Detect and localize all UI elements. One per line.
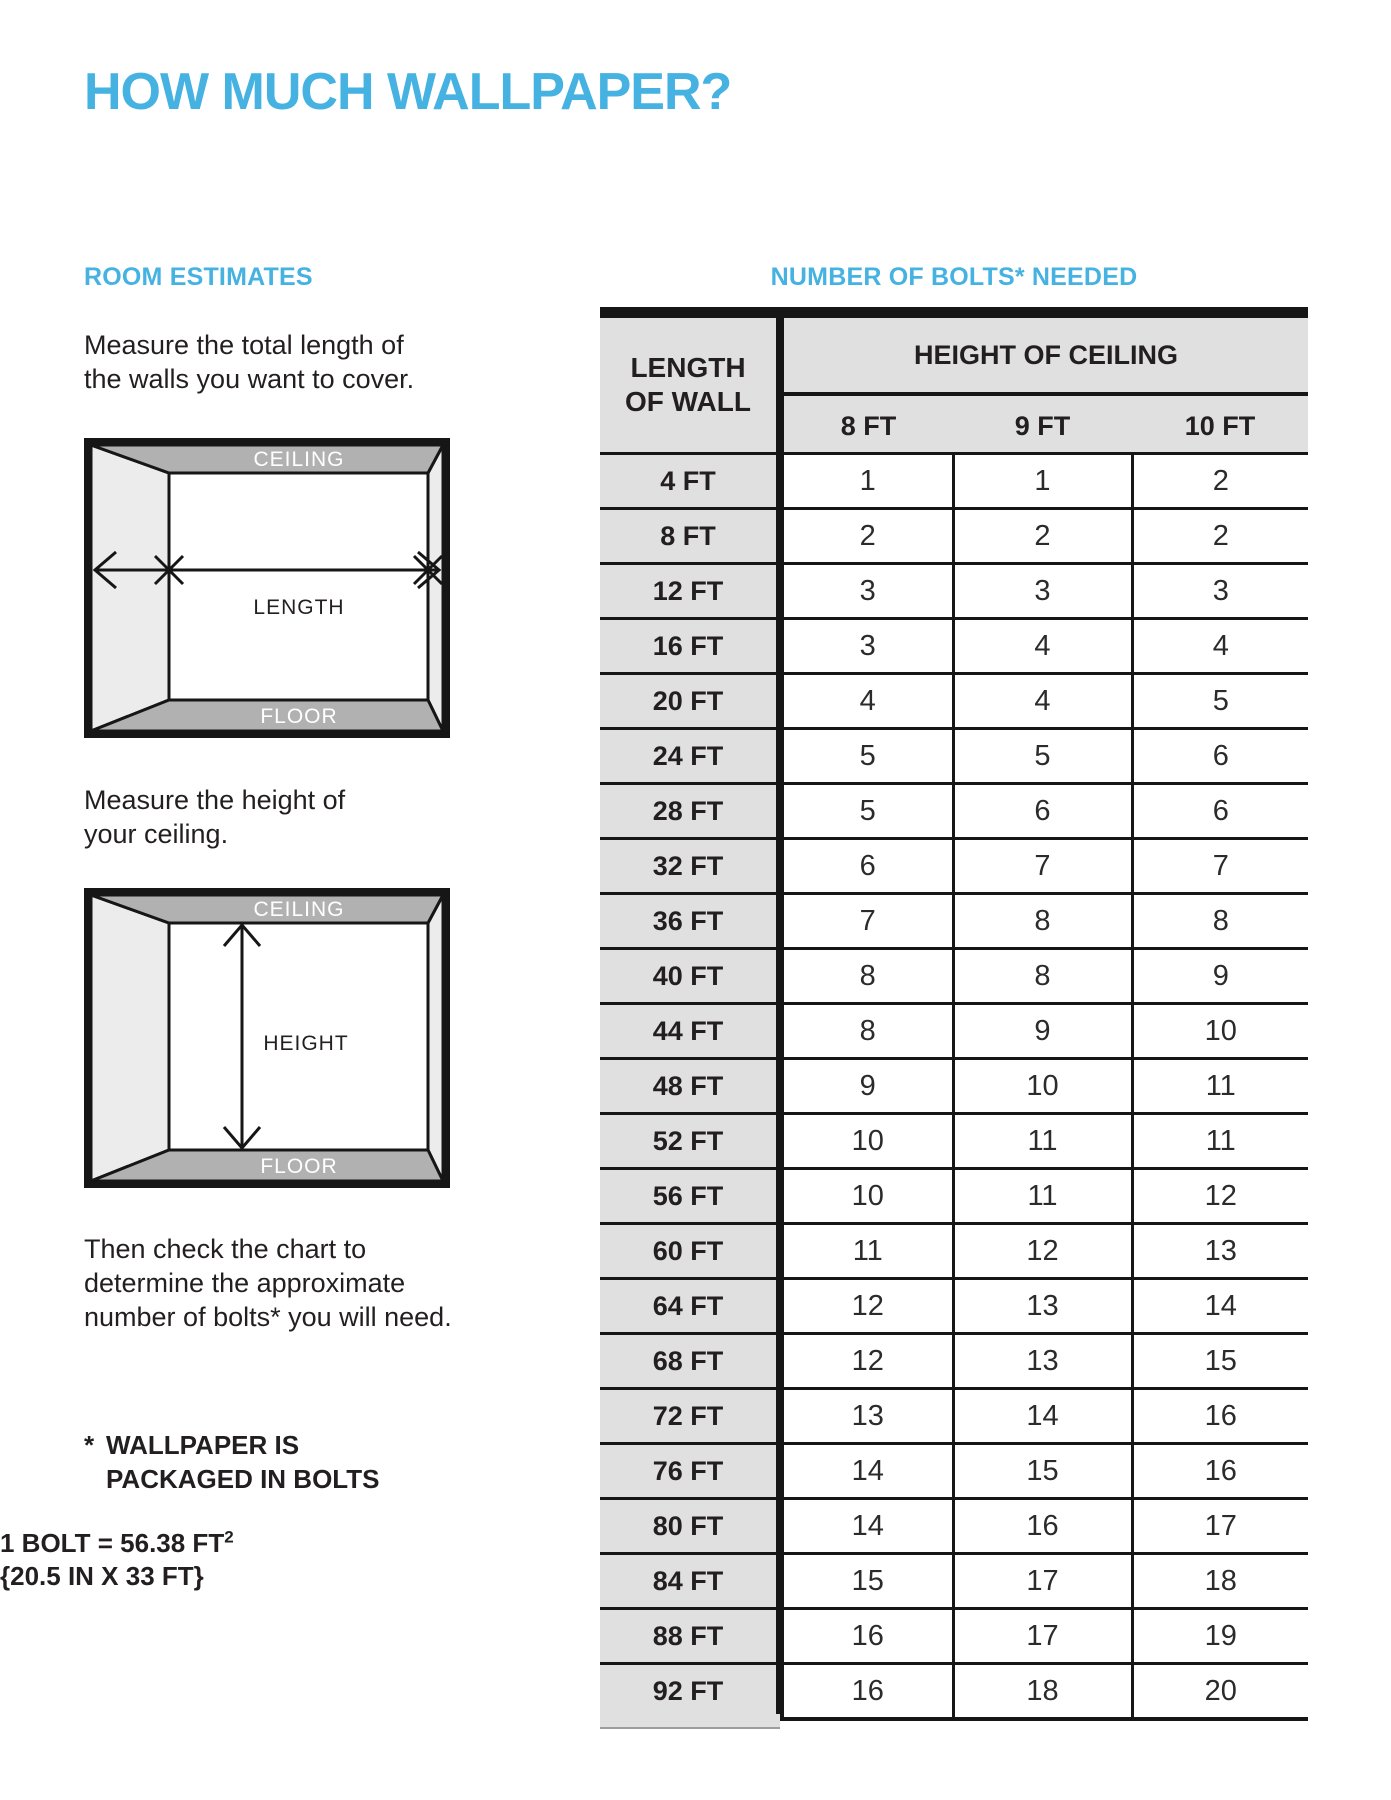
bolt-count-cell: 5	[780, 729, 953, 784]
bolt-count-cell: 4	[953, 619, 1132, 674]
table-row	[600, 894, 1308, 949]
text-line: WALLPAPER IS	[106, 1430, 300, 1460]
wall-length-cell: 44 FT	[600, 1004, 780, 1059]
left-wall	[91, 895, 169, 1181]
bolt-count-cell: 16	[953, 1499, 1132, 1554]
floor-label: FLOOR	[260, 705, 338, 728]
column-header-9ft: 9 FT	[953, 394, 1132, 454]
bolt-count-cell: 15	[953, 1444, 1132, 1499]
bolts-table	[600, 307, 1308, 1721]
text-line: determine the approximate	[84, 1268, 406, 1298]
bolt-count-cell: 4	[1132, 619, 1308, 674]
table-row	[600, 674, 1308, 729]
wall-length-cell: 8 FT	[600, 509, 780, 564]
bolt-count-cell: 3	[1132, 564, 1308, 619]
header-line: OF WALL	[625, 386, 751, 417]
bolt-count-cell: 15	[1132, 1334, 1308, 1389]
bolt-count-cell: 13	[953, 1334, 1132, 1389]
bolt-count-cell: 12	[780, 1279, 953, 1334]
text-line: Measure the height of	[84, 785, 346, 815]
bolt-count-cell: 10	[780, 1169, 953, 1224]
bolt-count-cell: 14	[780, 1444, 953, 1499]
table-row	[600, 1554, 1308, 1609]
length-label: LENGTH	[253, 596, 345, 619]
text-line: number of bolts* you will need.	[84, 1302, 452, 1332]
table-row	[600, 1279, 1308, 1334]
bolt-count-cell: 14	[953, 1389, 1132, 1444]
text-line: your ceiling.	[84, 819, 229, 849]
bolt-count-cell: 20	[1132, 1664, 1308, 1720]
table-row	[600, 1224, 1308, 1279]
table-row	[600, 509, 1308, 564]
table-row	[600, 949, 1308, 1004]
bolt-count-cell: 9	[953, 1004, 1132, 1059]
bolt-count-cell: 18	[953, 1664, 1132, 1720]
bolt-count-cell: 5	[1132, 674, 1308, 729]
wall-length-cell: 88 FT	[600, 1609, 780, 1664]
table-cutoff-row-sliver	[600, 1714, 780, 1729]
floor-label: FLOOR	[260, 1155, 338, 1178]
bolt-count-cell: 8	[780, 1004, 953, 1059]
ceiling-label: CEILING	[253, 448, 345, 471]
text-line: PACKAGED IN BOLTS	[106, 1464, 380, 1494]
bolt-count-cell: 9	[780, 1059, 953, 1114]
bolt-count-cell: 6	[780, 839, 953, 894]
wall-length-cell: 36 FT	[600, 894, 780, 949]
wall-length-cell: 76 FT	[600, 1444, 780, 1499]
wall-length-cell: 64 FT	[600, 1279, 780, 1334]
table-row	[600, 839, 1308, 894]
bolt-count-cell: 2	[1132, 454, 1308, 509]
bolt-count-cell: 8	[953, 894, 1132, 949]
bolt-count-cell: 8	[1132, 894, 1308, 949]
page-title: HOW MUCH WALLPAPER?	[84, 63, 732, 121]
column-header-10ft: 10 FT	[1132, 394, 1308, 454]
wall-length-cell: 56 FT	[600, 1169, 780, 1224]
wall-length-cell: 52 FT	[600, 1114, 780, 1169]
asterisk: *	[84, 1430, 95, 1460]
bolt-count-cell: 4	[780, 674, 953, 729]
room-estimates-heading: ROOM ESTIMATES	[84, 263, 313, 291]
table-row	[600, 564, 1308, 619]
bolt-count-cell: 10	[1132, 1004, 1308, 1059]
wall-length-cell: 20 FT	[600, 674, 780, 729]
column-header-8ft: 8 FT	[780, 394, 953, 454]
bolt-count-cell: 12	[780, 1334, 953, 1389]
bolt-count-cell: 1	[953, 454, 1132, 509]
bolt-count-cell: 17	[953, 1609, 1132, 1664]
wall-length-cell: 24 FT	[600, 729, 780, 784]
bolt-count-cell: 15	[780, 1554, 953, 1609]
bolt-count-cell: 5	[780, 784, 953, 839]
wall-length-cell: 80 FT	[600, 1499, 780, 1554]
bolt-count-cell: 13	[1132, 1224, 1308, 1279]
bolts-needed-heading: NUMBER OF BOLTS* NEEDED	[770, 263, 1138, 291]
wall-length-cell: 28 FT	[600, 784, 780, 839]
bolt-count-cell: 13	[953, 1279, 1132, 1334]
right-wall	[428, 895, 443, 1181]
table-row	[600, 1444, 1308, 1499]
ceiling-label: CEILING	[253, 898, 345, 921]
bolt-count-cell: 1	[780, 454, 953, 509]
wall-length-cell: 60 FT	[600, 1224, 780, 1279]
bolt-count-cell: 17	[1132, 1499, 1308, 1554]
bolt-count-cell: 10	[780, 1114, 953, 1169]
bolt-count-cell: 6	[1132, 729, 1308, 784]
bolt-count-cell: 14	[1132, 1279, 1308, 1334]
wall-length-cell: 72 FT	[600, 1389, 780, 1444]
bolt-count-cell: 6	[1132, 784, 1308, 839]
wall-length-cell: 40 FT	[600, 949, 780, 1004]
table-row	[600, 1059, 1308, 1114]
table-row	[600, 1334, 1308, 1389]
bolt-count-cell: 19	[1132, 1609, 1308, 1664]
height-of-ceiling-header: HEIGHT OF CEILING	[780, 313, 1308, 395]
bolt-count-cell: 12	[1132, 1169, 1308, 1224]
wall-length-cell: 92 FT	[600, 1664, 780, 1720]
bolt-count-cell: 3	[780, 619, 953, 674]
room-height-diagram	[84, 888, 450, 1188]
bolt-size-spec	[0, 1527, 234, 1593]
left-wall	[91, 445, 169, 731]
table-row	[600, 1004, 1308, 1059]
bolt-count-cell: 11	[1132, 1059, 1308, 1114]
text-line: the walls you want to cover.	[84, 364, 415, 394]
instruction-check-chart	[84, 1232, 452, 1334]
bolt-count-cell: 2	[1132, 509, 1308, 564]
bolt-count-cell: 8	[780, 949, 953, 1004]
wallpaper-bolts-footnote	[84, 1428, 379, 1496]
room-length-diagram	[84, 438, 450, 738]
text-line: Then check the chart to	[84, 1234, 367, 1264]
bolt-count-cell: 7	[953, 839, 1132, 894]
bolt-count-cell: 16	[780, 1609, 953, 1664]
bolt-count-cell: 2	[780, 509, 953, 564]
wall-length-cell: 32 FT	[600, 839, 780, 894]
header-line: LENGTH	[630, 352, 746, 383]
bolt-count-cell: 16	[1132, 1444, 1308, 1499]
superscript-2: 2	[224, 1527, 234, 1547]
back-wall	[169, 473, 428, 700]
table-row	[600, 1499, 1308, 1554]
height-label: HEIGHT	[263, 1032, 349, 1055]
bolt-count-cell: 18	[1132, 1554, 1308, 1609]
bolt-count-cell: 2	[953, 509, 1132, 564]
bolt-dimensions-line: {20.5 IN X 33 FT}	[0, 1561, 204, 1591]
bolt-count-cell: 7	[1132, 839, 1308, 894]
table-row	[600, 729, 1308, 784]
bolt-count-cell: 12	[953, 1224, 1132, 1279]
table-row	[600, 1664, 1308, 1720]
bolt-count-cell: 16	[1132, 1389, 1308, 1444]
table-row	[600, 1609, 1308, 1664]
right-wall	[428, 445, 443, 731]
wall-length-cell: 4 FT	[600, 454, 780, 509]
bolt-count-cell: 8	[953, 949, 1132, 1004]
wall-length-cell: 16 FT	[600, 619, 780, 674]
bolt-table-body	[600, 454, 1308, 1720]
bolt-count-cell: 14	[780, 1499, 953, 1554]
bolt-count-cell: 4	[953, 674, 1132, 729]
bolt-count-cell: 6	[953, 784, 1132, 839]
bolt-count-cell: 3	[953, 564, 1132, 619]
wall-length-cell: 84 FT	[600, 1554, 780, 1609]
wall-length-cell: 48 FT	[600, 1059, 780, 1114]
instruction-measure-height	[84, 783, 345, 851]
bolt-count-cell: 17	[953, 1554, 1132, 1609]
bolt-count-cell: 11	[1132, 1114, 1308, 1169]
bolt-count-cell: 3	[780, 564, 953, 619]
table-row	[600, 454, 1308, 509]
table-row	[600, 1114, 1308, 1169]
bolt-count-cell: 10	[953, 1059, 1132, 1114]
bolt-count-cell: 13	[780, 1389, 953, 1444]
bolt-area-line: 1 BOLT = 56.38 $FT^2$	[0, 1527, 234, 1558]
bolt-count-cell: 5	[953, 729, 1132, 784]
instruction-measure-length	[84, 328, 414, 396]
wall-length-cell: 12 FT	[600, 564, 780, 619]
bolt-count-cell: 9	[1132, 949, 1308, 1004]
bolt-count-cell: 11	[953, 1114, 1132, 1169]
bolt-count-cell: 11	[953, 1169, 1132, 1224]
table-row	[600, 1169, 1308, 1224]
bolt-count-cell: 11	[780, 1224, 953, 1279]
bolt-count-cell: 16	[780, 1664, 953, 1720]
wall-length-cell: 68 FT	[600, 1334, 780, 1389]
text-line: Measure the total length of	[84, 330, 404, 360]
table-row	[600, 619, 1308, 674]
bolt-count-cell: 7	[780, 894, 953, 949]
table-row	[600, 1389, 1308, 1444]
table-row	[600, 784, 1308, 839]
length-of-wall-header	[600, 313, 780, 454]
